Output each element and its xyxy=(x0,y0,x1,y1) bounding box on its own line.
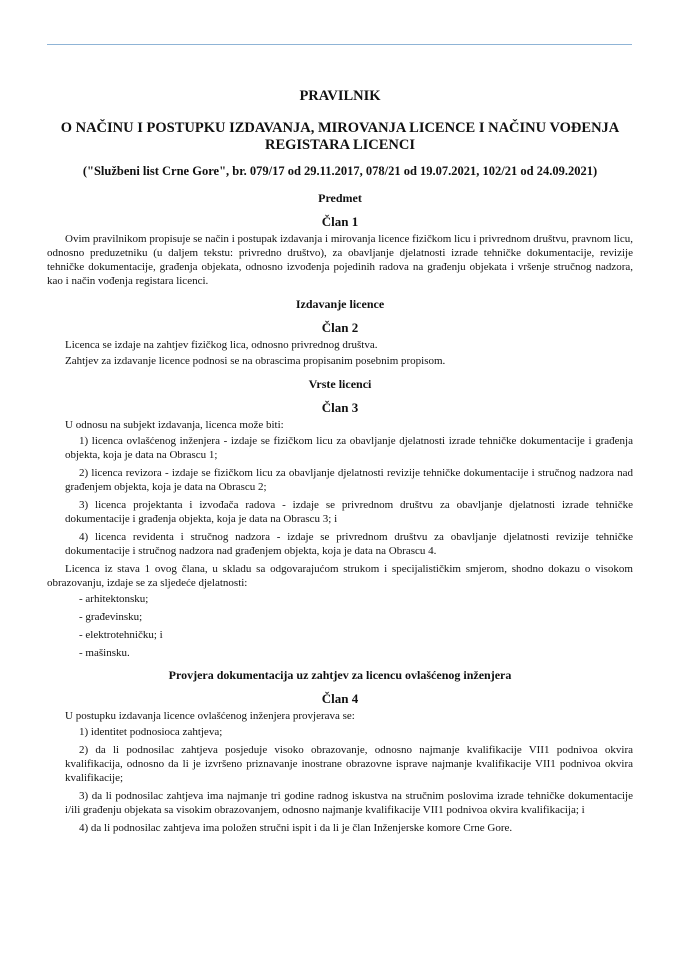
document-title: PRAVILNIK xyxy=(299,88,381,104)
article-4-item: 3) da li podnosilac zahtjeva ima najmanje tri godine radnog iskustva na stručnim poslovima izrade tehničke dokumentacije i/ili građenju objekata sa visokim obrazovanjem, odnosno najmanje kvalifikacije VII1 podnivoa okvira kvalifikacija; i xyxy=(65,790,633,816)
document-body xyxy=(47,88,633,839)
article-3-heading: Član 3 xyxy=(321,400,359,415)
article-1-text: Ovim pravilnikom propisuje se način i postupak izdavanja i mirovanja licence fizičkom licu i privrednom društvu, pravnom licu, odnosno preduzetniku (u daljem tekstu: privredno društvo), za obavljanje djelatnosti izrade tehničke dokumentacije, revizije tehničke dokumentacije, građenja objekata, odnosno izvođenja pojedinih radova na građenju objekata i vršenje stručnog nadzora, kao i način vođenja registara licenci. xyxy=(47,233,633,287)
activity-item: - građevinsku; xyxy=(79,611,143,623)
activity-item: - mašinsku. xyxy=(79,647,130,659)
article-2-heading: Član 2 xyxy=(321,320,359,335)
document-subtitle: O NAČINU I POSTUPKU IZDAVANJA, MIROVANJA LICENCE I NAČINU VOĐENJA REGISTARA LICENCI xyxy=(60,120,620,153)
article-3-paragraph-2: Licenca iz stava 1 ovog člana, u skladu sa odgovarajućom strukom i specijalističkim smjerom, shodno dokazu o visokom obrazovanju, izdaje se za sljedeće djelatnosti: xyxy=(47,563,633,589)
article-4-item: 2) da li podnosilac zahtjeva posjeduje visoko obrazovanje, odnosno najmanje kvalifikacije VII1 podnivoa okvira kvalifikacija, odnosno da li je izvršeno priznavanje inostrane obrazovne isprave najmanje kvalifikacije VII1 podnivoa okvira kvalifikacije; xyxy=(65,744,633,784)
section-heading-provjera: Provjera dokumentacija uz zahtjev za licencu ovlašćenog inženjera xyxy=(168,668,512,682)
article-4-intro: U postupku izdavanja licence ovlašćenog inženjera provjerava se: xyxy=(65,710,355,722)
section-heading-vrste: Vrste licenci xyxy=(308,377,372,391)
article-3-item: 2) licenca revizora - izdaje se fizičkom licu za obavljanje djelatnosti revizije tehničke dokumentacije i stručnog nadzora nad građenjem objekta, koja je data na Obrascu 2; xyxy=(65,467,633,493)
section-heading-predmet: Predmet xyxy=(318,191,362,205)
article-1-heading: Član 1 xyxy=(321,214,359,229)
activity-list xyxy=(47,592,633,660)
article-3-item: 3) licenca projektanta i izvođača radova - izdaje se privrednom društvu za obavljanje djelatnosti izrade tehničke dokumentacije i građenja objekta, koja je data na Obrascu 3; i xyxy=(65,499,633,525)
activity-item: - elektrotehničku; i xyxy=(79,629,163,641)
article-3-item: 1) licenca ovlašćenog inženjera - izdaje se fizičkom licu za obavljanje djelatnosti izrade tehničke dokumentacije i građenja objekta, koja je data na Obrascu 1; xyxy=(65,435,633,461)
article-3-intro: U odnosu na subjekt izdavanja, licenca može biti: xyxy=(65,419,284,431)
article-2-paragraph: Zahtjev za izdavanje licence podnosi se na obrascima propisanim posebnim propisom. xyxy=(65,355,446,367)
article-4-heading: Član 4 xyxy=(321,691,359,706)
article-4-item: 1) identitet podnosioca zahtjeva; xyxy=(79,726,223,738)
article-2-paragraph: Licenca se izdaje na zahtjev fizičkog lica, odnosno privrednog društva. xyxy=(65,339,378,351)
header-divider xyxy=(47,44,632,45)
gazette-reference: ("Službeni list Crne Gore", br. 079/17 od 29.11.2017, 078/21 od 19.07.2021, 102/21 od 24.09.2021) xyxy=(82,164,598,178)
article-4-item: 4) da li podnosilac zahtjeva ima položen stručni ispit i da li je član Inženjerske komore Crne Gore. xyxy=(79,822,513,834)
activity-item: - arhitektonsku; xyxy=(79,593,149,605)
article-3-item: 4) licenca revidenta i stručnog nadzora - izdaje se privrednom društvu za obavljanje djelatnosti revizije tehničke dokumentacije i stručnog nadzora nad građenjem objekta, koja je data na Obrascu 4. xyxy=(65,531,633,557)
section-heading-izdavanje: Izdavanje licence xyxy=(295,297,385,311)
